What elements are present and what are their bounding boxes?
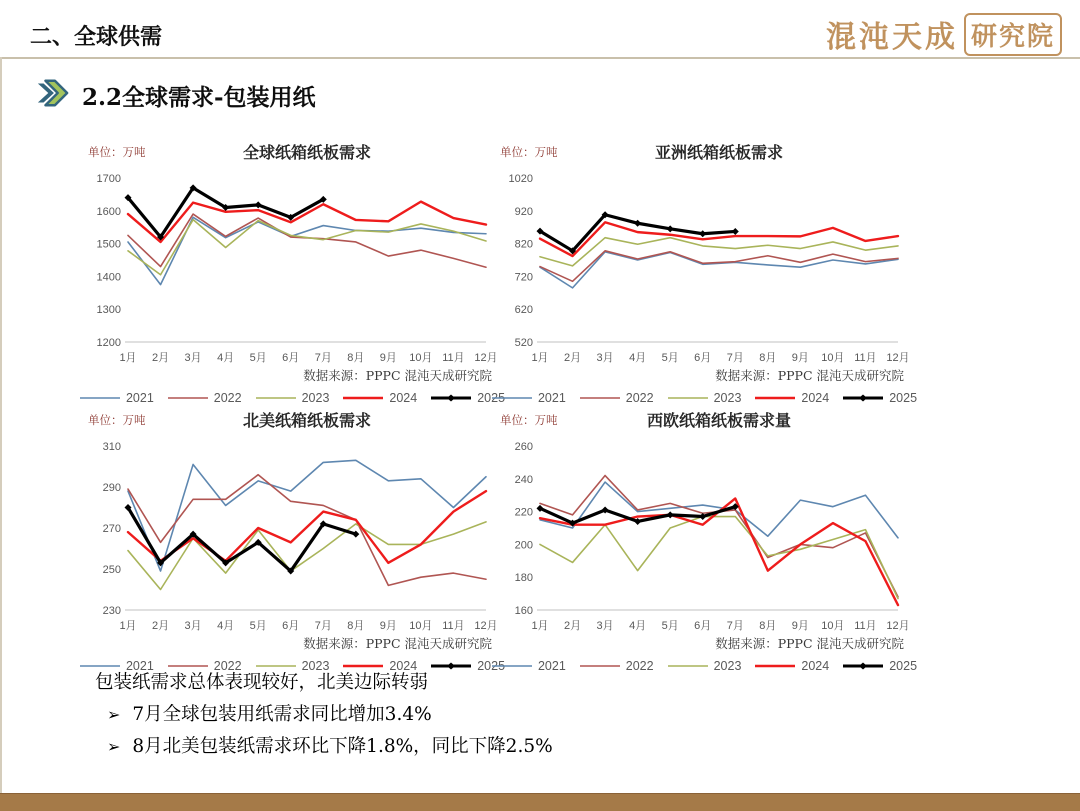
svg-text:1200: 1200 (96, 337, 121, 349)
brand-logo-text: 混沌天成 (825, 20, 958, 55)
svg-text:220: 220 (514, 506, 533, 519)
chart-title: 北美纸箱纸板需求 (242, 411, 371, 430)
svg-text:11月: 11月 (854, 352, 877, 364)
legend-line-sample (342, 393, 384, 403)
svg-text:5月: 5月 (249, 352, 267, 364)
svg-text:620: 620 (514, 304, 533, 317)
svg-text:3月: 3月 (184, 620, 202, 632)
svg-text:11月: 11月 (442, 352, 465, 364)
svg-text:260: 260 (514, 441, 533, 453)
legend-item (79, 391, 154, 405)
svg-text:12月: 12月 (886, 620, 910, 632)
svg-text:160: 160 (514, 605, 533, 617)
chart-canvas (86, 170, 498, 368)
svg-text:7月: 7月 (726, 352, 744, 364)
legend-line-sample (754, 661, 796, 671)
legend-item (167, 391, 242, 405)
legend-line-sample (167, 393, 209, 403)
unit-label: 单位：万吨 (500, 415, 558, 427)
chart-plot-area (86, 438, 498, 636)
svg-text:6月: 6月 (694, 352, 712, 364)
unit-label: 单位：万吨 (88, 415, 146, 427)
legend-item (255, 391, 330, 405)
legend-line-sample (667, 661, 709, 671)
svg-text:3月: 3月 (596, 352, 614, 364)
chart-title: 亚洲纸箱纸板需求 (654, 143, 783, 162)
svg-text:5月: 5月 (661, 352, 679, 364)
legend-item (842, 659, 917, 673)
chart-plot-area (498, 438, 910, 636)
svg-text:4月: 4月 (629, 620, 647, 632)
svg-text:1300: 1300 (96, 304, 121, 317)
arrow-bullet-icon: ➢ (107, 737, 121, 756)
legend-label: 2025 (889, 659, 918, 673)
legend-label: 2021 (125, 391, 154, 405)
summary-bullet-text: 8月北美包装纸需求环比下降1.8%，同比下降2.5% (132, 736, 553, 757)
svg-text:820: 820 (514, 238, 533, 251)
svg-text:7月: 7月 (314, 352, 332, 364)
svg-text:3月: 3月 (184, 352, 202, 364)
svg-text:12月: 12月 (474, 620, 498, 632)
legend-line-sample (754, 393, 796, 403)
summary-bullet-text: 7月全球包装用纸需求同比增加3.4% (132, 704, 432, 725)
svg-text:8月: 8月 (759, 352, 777, 364)
chart-legend (86, 391, 506, 405)
unit-label: 单位：万吨 (88, 147, 146, 159)
svg-text:10月: 10月 (409, 352, 433, 364)
legend-line-sample (79, 393, 121, 403)
chart-canvas (86, 438, 498, 636)
legend-line-sample (842, 661, 884, 671)
svg-text:1500: 1500 (96, 238, 121, 251)
left-edge-divider (0, 57, 2, 793)
svg-text:240: 240 (514, 473, 533, 486)
summary-block (95, 670, 553, 766)
data-source-note: 数据来源：PPPC 混沌天成研究院 (303, 636, 492, 651)
chart-north-america-containerboard-demand (86, 408, 506, 673)
svg-text:4月: 4月 (217, 352, 235, 364)
legend-line-sample (667, 393, 709, 403)
header-divider (0, 57, 1080, 59)
svg-text:4月: 4月 (629, 352, 647, 364)
legend-label: 2023 (713, 659, 742, 673)
legend-label: 2023 (301, 659, 330, 673)
legend-label: 2021 (537, 391, 566, 405)
legend-item (491, 391, 566, 405)
chart-title: 全球纸箱纸板需求 (242, 143, 371, 162)
legend-item (579, 391, 654, 405)
chart-legend (498, 391, 918, 405)
svg-text:6月: 6月 (694, 620, 712, 632)
summary-heading: 包装纸需求总体表现较好，北美边际转弱 (95, 672, 429, 693)
svg-text:1600: 1600 (96, 205, 121, 218)
svg-text:270: 270 (102, 523, 121, 535)
data-source-note: 数据来源：PPPC 混沌天成研究院 (303, 368, 492, 383)
svg-text:4月: 4月 (217, 620, 235, 632)
chart-western-europe-containerboard-demand (498, 408, 918, 673)
legend-line-sample (430, 393, 472, 403)
legend-item (842, 391, 917, 405)
chart-canvas (498, 438, 910, 636)
svg-text:6月: 6月 (282, 620, 300, 632)
svg-text:9月: 9月 (791, 620, 809, 632)
svg-text:720: 720 (514, 271, 533, 284)
svg-text:250: 250 (102, 564, 121, 576)
svg-text:8月: 8月 (759, 620, 777, 632)
svg-text:9月: 9月 (379, 352, 397, 364)
page-title: 2.2全球需求-包装用纸 (82, 84, 316, 111)
svg-text:9月: 9月 (379, 620, 397, 632)
legend-label: 2021 (125, 659, 154, 673)
summary-bullet (95, 734, 553, 760)
legend-item (754, 659, 829, 673)
page-title-row (36, 78, 316, 113)
chart-global-containerboard-demand (86, 140, 506, 405)
arrow-bullet-icon: ➢ (107, 705, 121, 724)
svg-text:520: 520 (514, 337, 533, 349)
svg-text:11月: 11月 (854, 620, 877, 632)
legend-line-sample (579, 393, 621, 403)
svg-text:1月: 1月 (119, 620, 137, 632)
legend-label: 2025 (477, 659, 506, 673)
chart-plot-area (86, 170, 498, 368)
legend-label: 2024 (389, 391, 418, 405)
svg-text:8月: 8月 (347, 620, 365, 632)
svg-text:8月: 8月 (347, 352, 365, 364)
svg-text:2月: 2月 (563, 620, 582, 632)
legend-item (579, 659, 654, 673)
legend-item (667, 659, 742, 673)
svg-text:7月: 7月 (314, 620, 332, 632)
legend-label: 2022 (213, 659, 242, 673)
legend-label: 2023 (713, 391, 742, 405)
svg-text:1月: 1月 (531, 620, 549, 632)
svg-text:1700: 1700 (96, 173, 121, 185)
svg-text:9月: 9月 (791, 352, 809, 364)
svg-text:1月: 1月 (119, 352, 137, 364)
data-source-note: 数据来源：PPPC 混沌天成研究院 (715, 636, 904, 651)
double-chevron-icon (36, 78, 70, 113)
legend-line-sample (255, 393, 297, 403)
svg-text:180: 180 (514, 572, 533, 585)
legend-label: 2024 (389, 659, 418, 673)
legend-item (342, 391, 417, 405)
svg-text:12月: 12月 (886, 352, 910, 364)
svg-text:920: 920 (514, 205, 533, 218)
legend-label: 2022 (625, 391, 654, 405)
legend-item (754, 391, 829, 405)
svg-text:10月: 10月 (821, 620, 845, 632)
legend-item (667, 391, 742, 405)
svg-text:12月: 12月 (474, 352, 498, 364)
svg-text:5月: 5月 (661, 620, 679, 632)
svg-text:2月: 2月 (151, 620, 170, 632)
chart-title: 西欧纸箱纸板需求量 (646, 411, 791, 430)
svg-text:1020: 1020 (508, 173, 533, 185)
legend-label: 2025 (477, 391, 506, 405)
legend-label: 2021 (537, 659, 566, 673)
unit-label: 单位：万吨 (500, 147, 558, 159)
svg-text:200: 200 (514, 539, 533, 552)
svg-text:310: 310 (102, 441, 121, 453)
chart-plot-area (498, 170, 910, 368)
svg-text:290: 290 (102, 482, 121, 494)
summary-bullet (95, 702, 553, 728)
svg-text:5月: 5月 (249, 620, 267, 632)
legend-label: 2023 (301, 391, 330, 405)
svg-text:10月: 10月 (409, 620, 433, 632)
legend-label: 2024 (801, 391, 830, 405)
svg-text:1400: 1400 (96, 271, 121, 284)
svg-text:6月: 6月 (282, 352, 300, 364)
svg-text:230: 230 (102, 605, 121, 617)
svg-text:1月: 1月 (531, 352, 549, 364)
legend-line-sample (842, 393, 884, 403)
legend-line-sample (579, 661, 621, 671)
legend-label: 2025 (889, 391, 918, 405)
chart-asia-containerboard-demand (498, 140, 918, 405)
svg-text:2月: 2月 (151, 352, 170, 364)
legend-label: 2022 (625, 659, 654, 673)
legend-label: 2022 (213, 391, 242, 405)
legend-line-sample (491, 393, 533, 403)
legend-label: 2024 (801, 659, 830, 673)
brand-logo (826, 12, 1062, 56)
svg-text:7月: 7月 (726, 620, 744, 632)
bottom-accent-bar (0, 793, 1080, 811)
svg-text:3月: 3月 (596, 620, 614, 632)
section-heading: 二、全球供需 (30, 24, 163, 50)
brand-logo-seal: 研究院 (964, 13, 1062, 56)
svg-text:10月: 10月 (821, 352, 845, 364)
svg-text:11月: 11月 (442, 620, 465, 632)
chart-canvas (498, 170, 910, 368)
svg-text:2月: 2月 (563, 352, 582, 364)
data-source-note: 数据来源：PPPC 混沌天成研究院 (715, 368, 904, 383)
chart-legend (498, 659, 918, 673)
